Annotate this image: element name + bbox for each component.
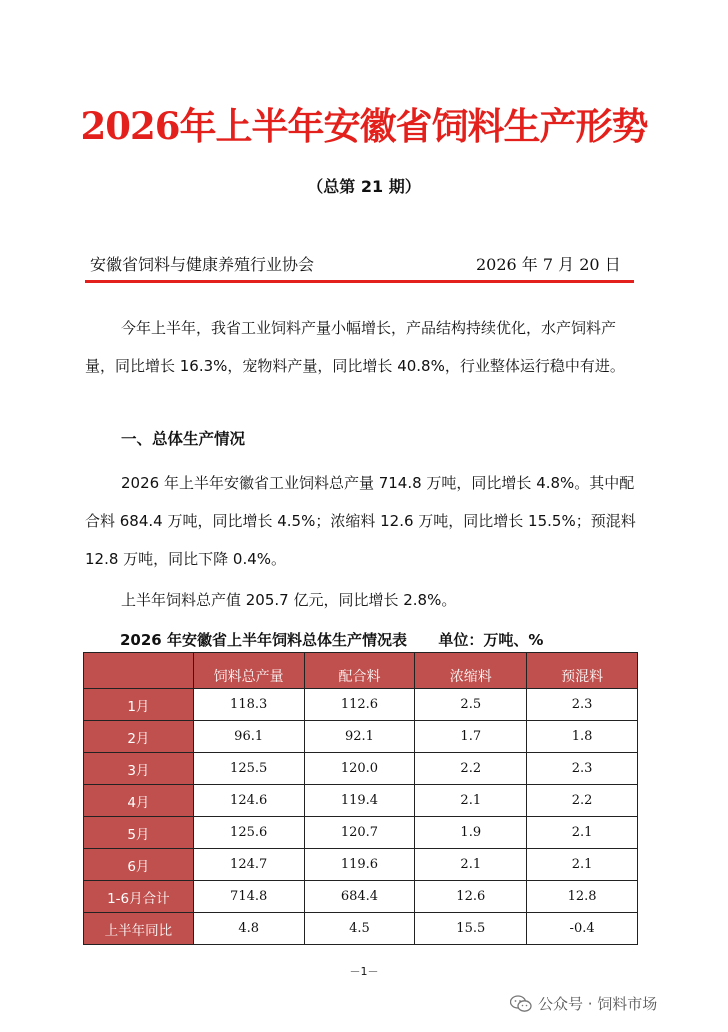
publish-date: 2026 年 7 月 20 日 xyxy=(476,255,621,274)
row-label-cell: 2月 xyxy=(84,721,194,753)
value-cell: 124.7 xyxy=(193,849,304,881)
table-header-cell: 预混料 xyxy=(527,653,638,689)
value-cell: 96.1 xyxy=(193,721,304,753)
table-header-cell: 饲料总产量 xyxy=(193,653,304,689)
row-label-cell: 4月 xyxy=(84,785,194,817)
value-cell: 2.1 xyxy=(527,817,638,849)
table-unit: 单位：万吨、% xyxy=(438,631,544,649)
value-cell: 2.2 xyxy=(415,753,527,785)
header-red-rule xyxy=(85,280,634,283)
table-row xyxy=(84,913,638,945)
value-cell: 15.5 xyxy=(415,913,527,945)
value-cell: 120.0 xyxy=(304,753,415,785)
value-cell: 2.3 xyxy=(527,689,638,721)
table-row xyxy=(84,881,638,913)
publisher-org: 安徽省饲料与健康养殖行业协会 xyxy=(90,255,315,274)
row-label-cell: 6月 xyxy=(84,849,194,881)
value-cell: 12.6 xyxy=(415,881,527,913)
page-number: －1－ xyxy=(349,965,379,978)
table-header-cell: 配合料 xyxy=(304,653,415,689)
value-cell: 2.5 xyxy=(415,689,527,721)
value-cell: 124.6 xyxy=(193,785,304,817)
table-row xyxy=(84,785,638,817)
value-cell: 112.6 xyxy=(304,689,415,721)
row-label-cell: 上半年同比 xyxy=(84,913,194,945)
table-row xyxy=(84,849,638,881)
table-header-cell xyxy=(84,653,194,689)
watermark xyxy=(510,993,657,1014)
table-caption xyxy=(120,629,543,650)
document-title: 2026年上半年安徽省饲料生产形势 xyxy=(80,104,648,148)
value-cell: 684.4 xyxy=(304,881,415,913)
value-cell: 2.1 xyxy=(415,785,527,817)
value-cell: 1.7 xyxy=(415,721,527,753)
row-label-cell: 3月 xyxy=(84,753,194,785)
value-cell: 92.1 xyxy=(304,721,415,753)
value-cell: 119.4 xyxy=(304,785,415,817)
issue-number: （总第 21 期） xyxy=(307,177,421,196)
value-cell: 1.9 xyxy=(415,817,527,849)
watermark-text: 公众号 · 饲料市场 xyxy=(538,995,658,1013)
production-table xyxy=(83,652,638,945)
value-cell: 2.2 xyxy=(527,785,638,817)
production-paragraph: 2026 年上半年安徽省工业饲料总产量 714.8 万吨，同比增长 4.8%。其中配合料 684.4 万吨，同比增长 4.5%；浓缩料 12.6 万吨，同比增长 15.5%；预混料 12.8 万吨，同比下降 0.4%。 xyxy=(85,474,636,568)
intro-paragraph: 今年上半年，我省工业饲料产量小幅增长，产品结构持续优化，水产饲料产量，同比增长 16.3%，宠物料产量，同比增长 40.8%，行业整体运行稳中有进。 xyxy=(85,319,625,375)
row-label-cell: 1月 xyxy=(84,689,194,721)
value-cell: 2.1 xyxy=(527,849,638,881)
value-cell: 1.8 xyxy=(527,721,638,753)
value-cell: 714.8 xyxy=(193,881,304,913)
table-row xyxy=(84,721,638,753)
value-cell: 4.5 xyxy=(304,913,415,945)
value-cell: 119.6 xyxy=(304,849,415,881)
table-row xyxy=(84,689,638,721)
value-cell: 12.8 xyxy=(527,881,638,913)
value-cell: 4.8 xyxy=(193,913,304,945)
value-cell: 2.3 xyxy=(527,753,638,785)
value-cell: 2.1 xyxy=(415,849,527,881)
table-title: 2026 年安徽省上半年饲料总体生产情况表 xyxy=(120,631,407,649)
wechat-icon xyxy=(510,995,532,1013)
section-heading-overall: 一、总体生产情况 xyxy=(121,430,246,448)
value-cell: 125.5 xyxy=(193,753,304,785)
table-header-row xyxy=(84,653,638,689)
value-cell: 120.7 xyxy=(304,817,415,849)
row-label-cell: 5月 xyxy=(84,817,194,849)
value-cell: -0.4 xyxy=(527,913,638,945)
value-cell: 125.6 xyxy=(193,817,304,849)
output-value-paragraph: 上半年饲料总产值 205.7 亿元，同比增长 2.8%。 xyxy=(121,591,457,609)
table-row xyxy=(84,817,638,849)
table-row xyxy=(84,753,638,785)
value-cell: 118.3 xyxy=(193,689,304,721)
table-header-cell: 浓缩料 xyxy=(415,653,527,689)
row-label-cell: 1-6月合计 xyxy=(84,881,194,913)
